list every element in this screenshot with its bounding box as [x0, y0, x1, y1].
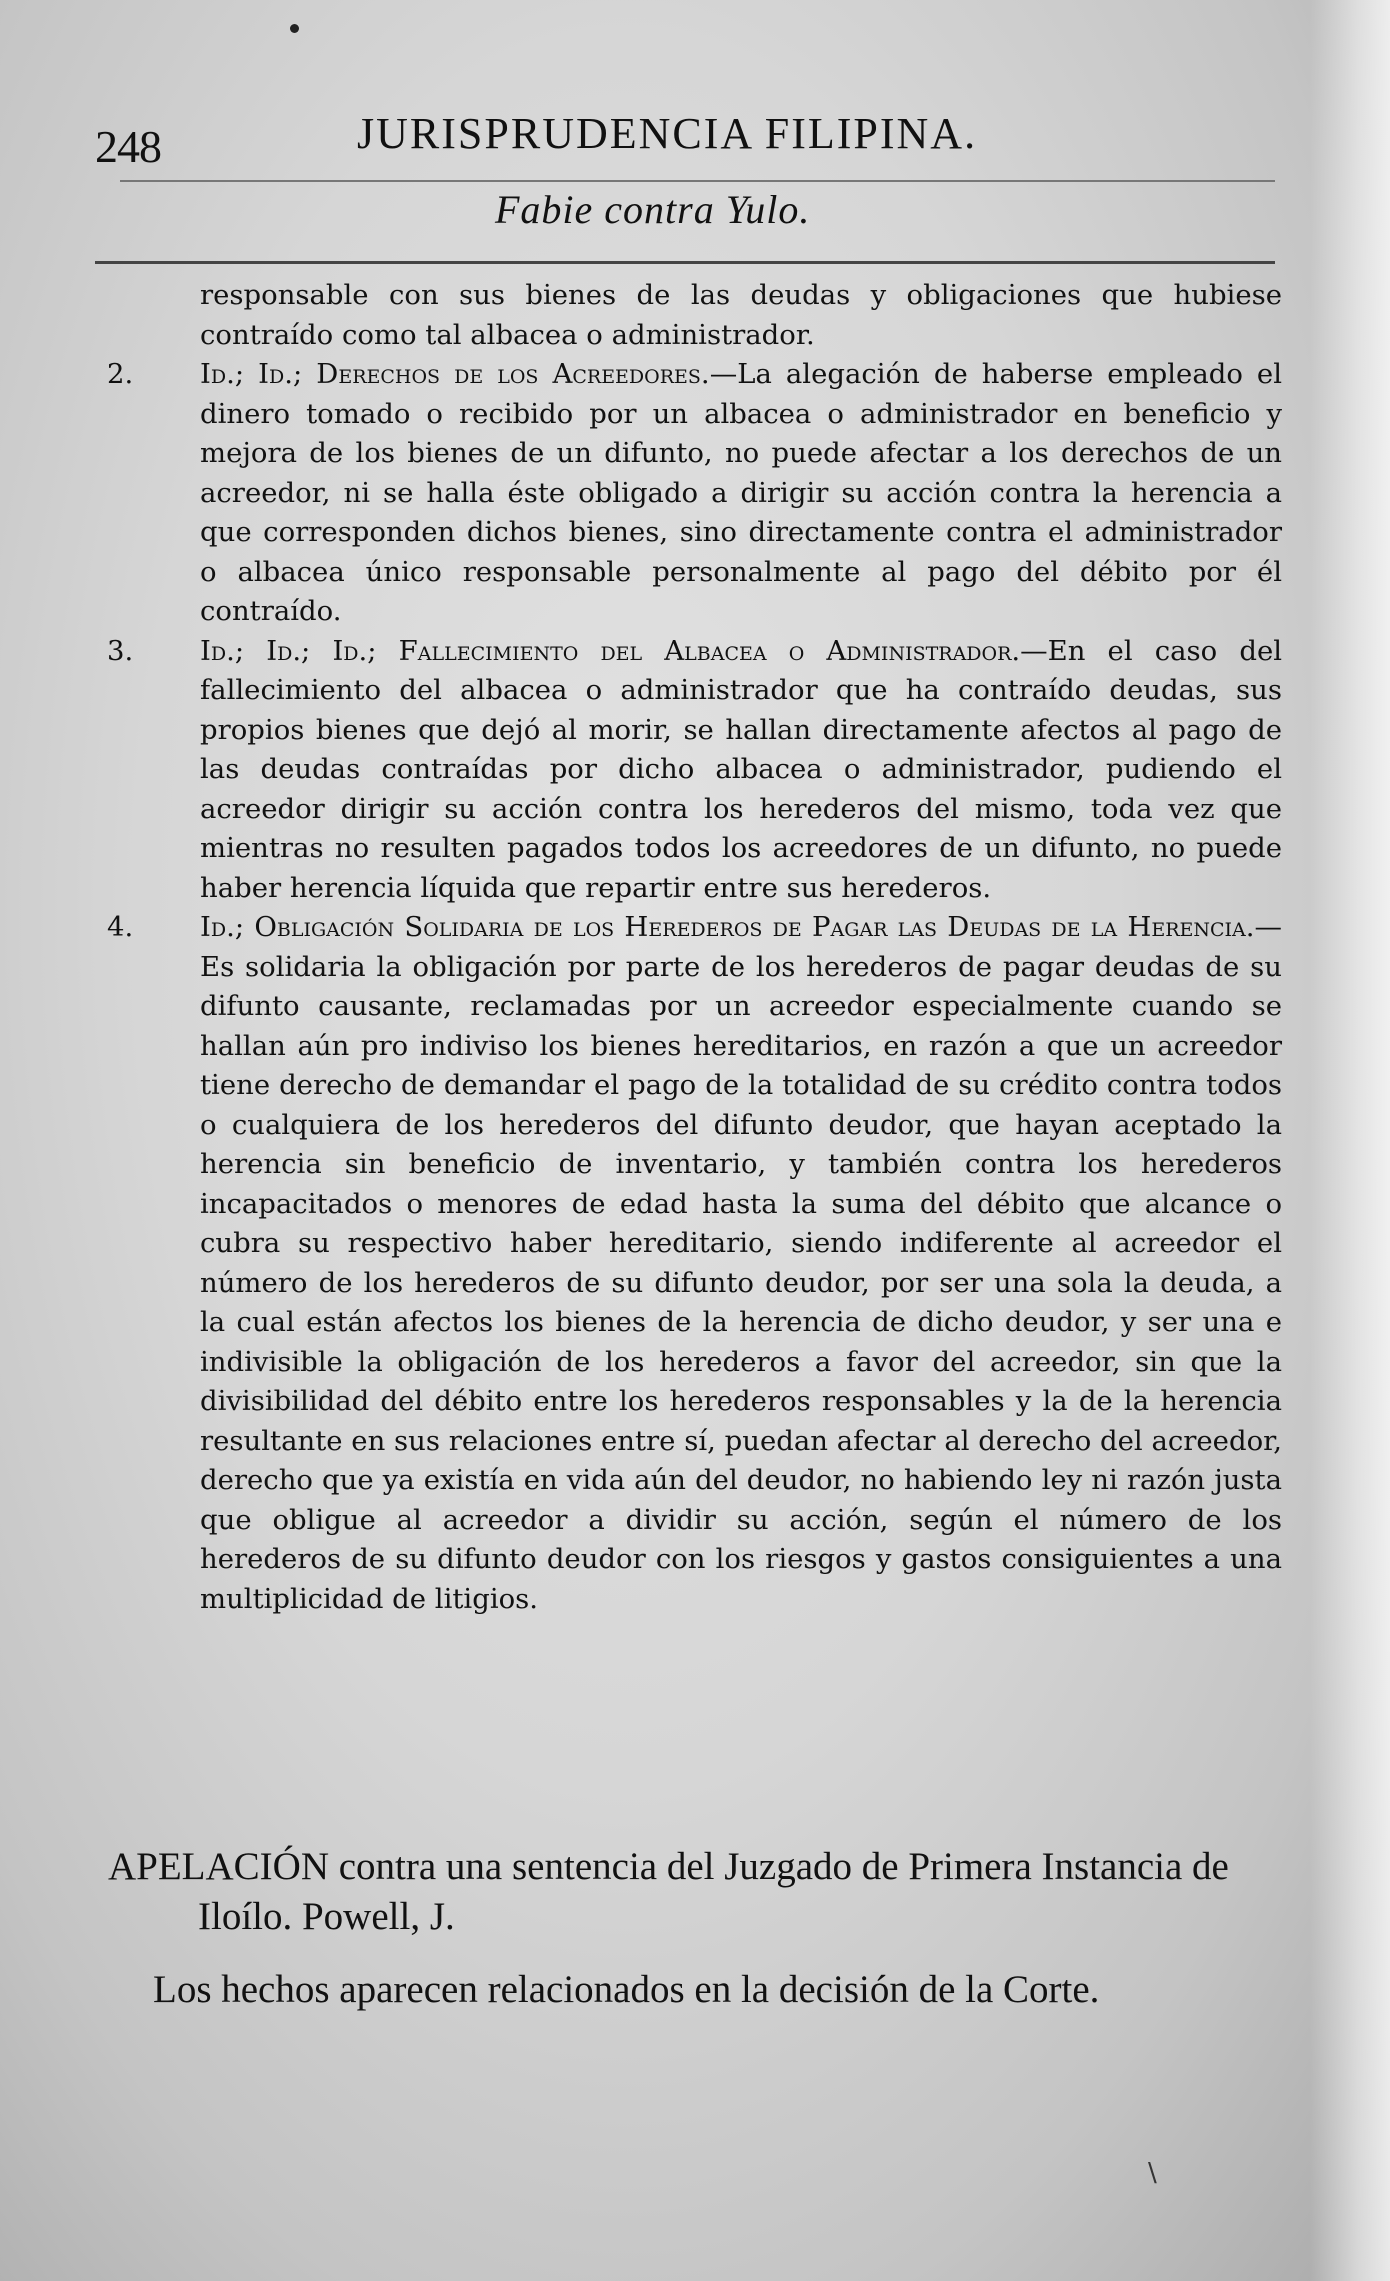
syllabus-item [107, 632, 1283, 909]
case-title: Fabie contra Yulo. [495, 187, 811, 232]
appeal-section [108, 1842, 1293, 2015]
item-heading: Id.; Id.; Id.; Fallecimiento del Albacea o Administrador. [200, 634, 1021, 667]
ink-mark: \ [1148, 2158, 1157, 2188]
section-rule [95, 261, 1275, 264]
running-title: JURISPRUDENCIA FILIPINA. [357, 109, 978, 158]
ink-dot [290, 24, 299, 33]
facts-statement: Los hechos aparecen relacionados en la decisión de la Corte. [153, 1968, 1100, 2011]
appeal-statement: APELACIÓN contra una sentencia del Juzgado de Primera Instancia de Iloílo. Powell, J. [108, 1845, 1229, 1938]
item-heading: Id.; Obligación Solidaria de los Herederos de Pagar las Deudas de la Herencia. [200, 911, 1255, 943]
item-text: —Es solidaria la obligación por parte de los herederos de pagar deudas de su difunto causante, reclamadas por un acreedor especialmente cuando se hallan aún pro indiviso los bienes hereditarios, en razón a que un acreedor tiene derecho de demandar el pago de la totalidad de su crédito contra todos o cualquiera de los herederos del difunto deudor, que hayan aceptado la herencia sin beneficio de inventario, y también contra los herederos incapacitados o menores de edad hasta la suma del débito que alcance o cubra su respectivo haber hereditario, siendo indiferente al acreedor el número de los herederos de su difunto deudor, por ser una sola la deuda, a la cual están afectos los bienes de la herencia de dicho deudor, y ser una e indivisible la obligación de los herederos a favor del acreedor, sin que la divisibilidad del débito entre los herederos responsables y la de la herencia resultante en sus relaciones entre sí, puedan afectar al derecho del acreedor, derecho que ya existía en vida aún del deudor, no habiendo ley ni razón justa que obligue al acreedor a dividir su acción, según el número de los herederos de su difunto deudor con los riesgos y gastos consiguientes a una multiplicidad de litigios. [200, 911, 1282, 1615]
item-heading: Id.; Id.; Derechos de los Acreedores. [200, 358, 710, 390]
item-number: 2. [107, 358, 134, 390]
item-text: —En el caso del fallecimiento del albacea o administrador que ha contraído deudas, sus propios bienes que dejó al morir, se hallan directamente afectos al pago de las deudas contraídas por dicho albacea o administrador, pudiendo el acreedor dirigir su acción contra los herederos del mismo, toda vez que mientras no resulten pagados todos los acreedores de un difunto, no puede haber herencia líquida que repartir entre sus herederos. [200, 634, 1283, 904]
syllabus-item [107, 355, 1282, 632]
syllabus [107, 276, 1283, 1619]
page-header [95, 108, 1295, 172]
syllabus-item [107, 908, 1282, 1619]
item-number: 3. [107, 634, 134, 667]
syllabus-continuation: responsable con sus bienes de las deudas y obligaciones que hubiese contraído como tal albacea o administrador. [200, 279, 1282, 351]
page-number: 248 [95, 121, 161, 172]
item-text: —La alegación de haberse empleado el dinero tomado o recibido por un albacea o administrador en beneficio y mejora de los bienes de un difunto, no puede afectar a los derechos de un acreedor, ni se halla éste obligado a dirigir su acción contra la herencia a que corresponden dichos bienes, sino directamente contra el administrador o albacea único responsable personalmente al pago del débito por él contraído. [200, 358, 1282, 627]
header-rule [120, 180, 1275, 182]
item-number: 4. [107, 911, 134, 943]
